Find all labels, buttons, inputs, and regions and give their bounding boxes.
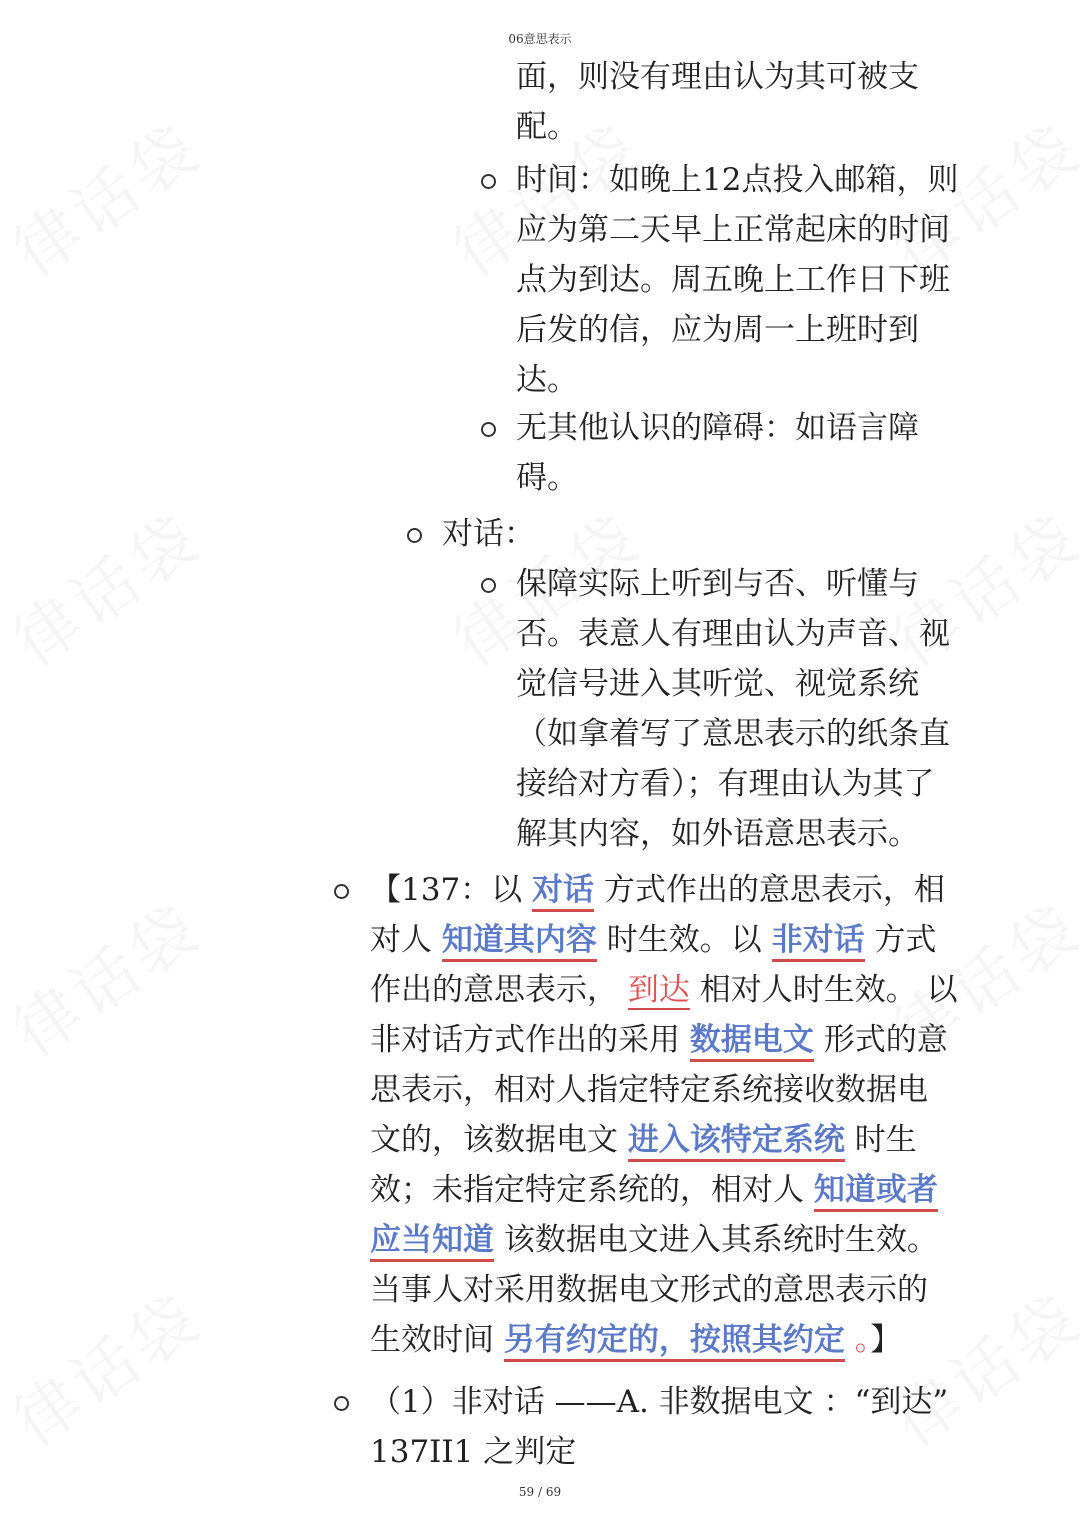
text-line: 配。 bbox=[516, 109, 578, 145]
text-line: 无其他认识的障碍：如语言障 bbox=[516, 410, 919, 446]
list-item bbox=[370, 1377, 948, 1477]
text-line: 否。表意人有理由认为声音、视 bbox=[516, 616, 950, 652]
text-line: 解其内容，如外语意思表示。 bbox=[516, 816, 919, 852]
highlight-term: 进入该特定系统 bbox=[628, 1122, 845, 1162]
text-line: 137II1 之判定 bbox=[370, 1434, 577, 1470]
text-line bbox=[370, 1065, 958, 1115]
text-line: （1）非对话 ——A. 非数据电文 ：“到达” bbox=[370, 1384, 949, 1420]
text-span: 该数据电文进入其系统时生效。 bbox=[494, 1222, 938, 1258]
bullet-icon bbox=[334, 1396, 349, 1411]
text-line: 觉信号进入其听觉、视觉系统 bbox=[516, 666, 919, 702]
highlight-term: 知道其内容 bbox=[442, 922, 597, 962]
page-number: 59 / 69 bbox=[518, 1485, 562, 1499]
highlight-term: 数据电文 bbox=[690, 1022, 814, 1062]
text-span: 方式 bbox=[864, 922, 937, 958]
highlight-term: 到达 bbox=[627, 972, 690, 1008]
bullet-icon bbox=[481, 174, 496, 189]
highlight-term: 应当知道 bbox=[370, 1222, 494, 1262]
highlight-term: 对话 bbox=[532, 872, 594, 912]
text-line bbox=[370, 915, 958, 965]
text-line bbox=[370, 1215, 958, 1265]
text-span: 。 bbox=[844, 1322, 871, 1358]
bullet-icon bbox=[481, 578, 496, 593]
watermark bbox=[0, 878, 217, 1074]
text-span: 时生 bbox=[844, 1122, 917, 1158]
text-span: 对人 bbox=[370, 922, 442, 958]
text-line bbox=[370, 865, 958, 915]
text-line: （如拿着写了意思表示的纸条直 bbox=[516, 716, 950, 752]
text-line bbox=[370, 1315, 958, 1365]
text-line: 保障实际上听到与否、听懂与 bbox=[516, 566, 919, 602]
text-span: 文的，该数据电文 bbox=[370, 1122, 628, 1158]
list-item bbox=[516, 155, 958, 405]
bullet-icon bbox=[407, 528, 422, 543]
list-item bbox=[516, 559, 950, 859]
text-line bbox=[370, 1165, 958, 1215]
bullet-icon bbox=[481, 422, 496, 437]
text-line bbox=[370, 1115, 958, 1165]
watermark bbox=[0, 1268, 217, 1464]
text-line bbox=[370, 1265, 958, 1315]
list-item bbox=[442, 509, 535, 559]
text-span: 思表示，相对人指定特定系统接收数据电 bbox=[370, 1072, 928, 1108]
text-line bbox=[370, 965, 958, 1015]
text-span: 时生效。以 bbox=[596, 922, 772, 958]
text-span: 生效时间 bbox=[370, 1322, 504, 1358]
bullet-icon bbox=[334, 884, 349, 899]
text-span: 方式作出的意思表示，相 bbox=[594, 872, 945, 908]
highlight-term: 非对话 bbox=[772, 922, 865, 962]
text-span: 相对人时生效。 以 bbox=[689, 972, 958, 1008]
watermark bbox=[0, 98, 217, 294]
text-span: 非对话方式作出的采用 bbox=[370, 1022, 690, 1058]
text-span: 【137：以 bbox=[370, 872, 533, 908]
text-span: 形式的意 bbox=[813, 1022, 948, 1058]
text-line: 碍。 bbox=[516, 460, 578, 496]
article-137 bbox=[370, 865, 958, 1365]
text-span: 效；未指定特定系统的，相对人 bbox=[370, 1172, 814, 1208]
text-line: 点为到达。周五晚上工作日下班 bbox=[516, 262, 950, 298]
watermark bbox=[0, 488, 217, 684]
text-line bbox=[370, 1015, 958, 1065]
text-span: 】 bbox=[870, 1322, 902, 1358]
text-line: 达。 bbox=[516, 362, 578, 398]
list-item bbox=[516, 52, 919, 152]
text-line: 后发的信，应为周一上班时到 bbox=[516, 312, 919, 348]
text-span: 当事人对采用数据电文形式的意思表示的 bbox=[370, 1272, 928, 1308]
highlight-term: 知道或者 bbox=[814, 1172, 938, 1212]
text-line: 应为第二天早上正常起床的时间 bbox=[516, 212, 950, 248]
highlight-term: 另有约定的，按照其约定 bbox=[504, 1322, 845, 1362]
text-line: 对话： bbox=[442, 516, 535, 552]
text-line: 时间：如晚上12点投入邮箱，则 bbox=[516, 162, 959, 198]
text-line: 接给对方看）；有理由认为其了 bbox=[516, 766, 935, 802]
list-item bbox=[516, 403, 919, 503]
page-header: 06意思表示 bbox=[508, 32, 572, 46]
text-span: 作出的意思表示， bbox=[370, 972, 628, 1008]
text-line: 面，则没有理由认为其可被支 bbox=[516, 59, 919, 95]
